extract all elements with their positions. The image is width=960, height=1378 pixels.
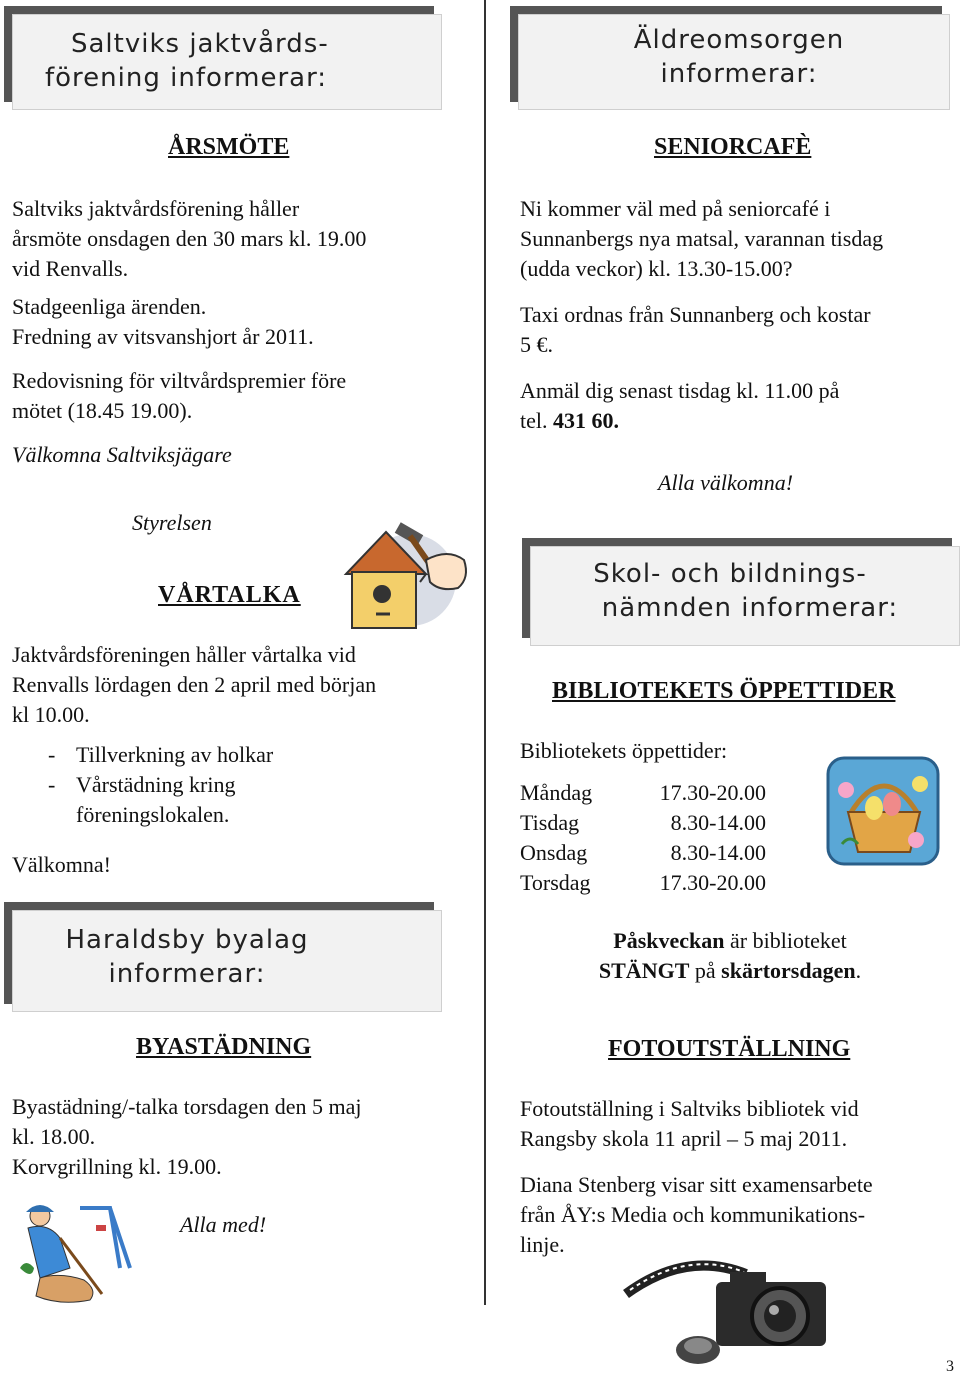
closing-text: Alla med! [180, 1212, 267, 1237]
header-box-aldreomsorgen [518, 14, 950, 110]
signature: Styrelsen [132, 510, 212, 535]
seniorcafe-body [520, 194, 883, 436]
easter-week: Påskveckan [613, 928, 725, 953]
opening-hours-table [520, 778, 766, 898]
day-cell: Torsdag [520, 870, 591, 895]
text-line: 5 €. [520, 332, 553, 357]
vartalka-list [12, 740, 376, 800]
text-line: mötet (18.45 19.00). [12, 398, 193, 423]
text-line: (udda veckor) kl. 13.30-15.00? [520, 256, 793, 281]
text-line: Taxi ordnas från Sunnanberg och kostar [520, 302, 871, 327]
text-line: linje. [520, 1232, 565, 1257]
time-cell: 17.30-20.00 [659, 870, 766, 895]
text-span: . [855, 958, 862, 983]
text-line [520, 926, 940, 956]
vartalka-body [12, 640, 376, 880]
header-box-haraldsby [12, 910, 442, 1012]
arsmote-title: ÅRSMÖTE [168, 134, 290, 160]
text-line: kl 10.00. [12, 702, 90, 727]
table-row [520, 808, 766, 838]
column-divider [484, 0, 486, 1305]
text-line: Redovisning för viltvårdspremier före [12, 368, 347, 393]
closing-text: Alla välkomna! [658, 470, 794, 495]
closed-label: STÄNGT [598, 958, 690, 983]
text-line: Diana Stenberg visar sitt examensarbete [520, 1172, 873, 1197]
text-line: årsmöte onsdagen den 30 mars kl. 19.00 [12, 226, 367, 251]
bibliotek-title: BIBLIOTEKETS ÖPPETTIDER [552, 678, 896, 704]
bibliotek-intro: Bibliotekets öppettider: [520, 738, 728, 763]
byastadning-body [12, 1092, 361, 1182]
text-span: är biblioteket [724, 928, 847, 953]
text-line: Renvalls lördagen den 2 april med början [12, 672, 377, 697]
text-line: vid Renvalls. [12, 256, 129, 281]
header-line: informerar: [660, 59, 818, 89]
text-span: på [689, 958, 722, 983]
text-line: Korvgrillning kl. 19.00. [12, 1154, 222, 1179]
table-row [520, 778, 766, 808]
gardener-raking-icon [10, 1198, 140, 1304]
time-cell: 17.30-20.00 [659, 780, 766, 805]
page-number: 3 [946, 1358, 954, 1375]
foto-body [520, 1094, 873, 1260]
text-line: från ÅY:s Media och kommunikations- [520, 1202, 866, 1227]
day-cell: Måndag [520, 780, 593, 805]
easter-notice [520, 926, 940, 986]
header-box-skolnamnden [530, 546, 960, 646]
text-line: Ni kommer väl med på seniorcafé i [520, 196, 831, 221]
header-title [13, 911, 441, 991]
arsmote-body [12, 194, 366, 470]
table-row [520, 868, 766, 898]
tel-number: 431 60. [553, 408, 619, 433]
day-cell: Onsdag [520, 840, 588, 865]
header-box-jaktvard [12, 14, 442, 110]
header-line: Haraldsby byalag [65, 925, 309, 955]
header-title [13, 15, 441, 95]
list-item: - Vårstädning kring [12, 770, 376, 800]
header-line: Äldreomsorgen [633, 25, 845, 55]
maundy-thursday: skärtorsdagen [721, 958, 856, 983]
header-line: Skol- och bildnings- [593, 559, 867, 589]
foto-title: FOTOUTSTÄLLNING [608, 1036, 851, 1062]
text-line: kl. 18.00. [12, 1124, 96, 1149]
text-line: Anmäl dig senast tisdag kl. 11.00 på [520, 378, 840, 403]
time-cell: 8.30-14.00 [670, 810, 766, 835]
text-line: Rangsby skola 11 april – 5 maj 2011. [520, 1126, 848, 1151]
header-line: informerar: [108, 959, 266, 989]
header-title [519, 15, 949, 91]
tel-prefix: tel. [520, 408, 553, 433]
header-line: förening informerar: [45, 63, 328, 93]
list-item: - Tillverkning av holkar [12, 740, 376, 770]
text-line [520, 956, 940, 986]
text-line: Fredning av vitsvanshjort år 2011. [12, 324, 314, 349]
header-line: Saltviks jaktvårds- [71, 29, 329, 59]
text-line: Jaktvårdsföreningen håller vårtalka vid [12, 642, 356, 667]
easter-basket-flowers-icon [824, 754, 944, 870]
camera-film-icon [620, 1254, 850, 1374]
header-line: nämnden informerar: [601, 593, 899, 623]
text-line: Saltviks jaktvårdsförening håller [12, 196, 300, 221]
welcome-text: Välkomna! [12, 852, 111, 877]
welcome-text: Välkomna Saltviksjägare [12, 442, 232, 467]
text-line: Stadgeenliga ärenden. [12, 294, 207, 319]
seniorcafe-title: SENIORCAFÈ [654, 134, 812, 160]
text-line [520, 406, 883, 436]
text-line: Byastädning/-talka torsdagen den 5 maj [12, 1094, 362, 1119]
table-row [520, 838, 766, 868]
vartalka-title: VÅRTALKA [158, 582, 301, 608]
day-cell: Tisdag [520, 810, 580, 835]
birdhouse-hammer-icon [330, 518, 480, 630]
byastadning-title: BYASTÄDNING [136, 1034, 312, 1060]
text-line: Sunnanbergs nya matsal, varannan tisdag [520, 226, 884, 251]
time-cell: 8.30-14.00 [670, 840, 766, 865]
text-line: Fotoutställning i Saltviks bibliotek vid [520, 1096, 859, 1121]
header-title [531, 547, 959, 625]
text-line: föreningslokalen. [76, 802, 230, 827]
